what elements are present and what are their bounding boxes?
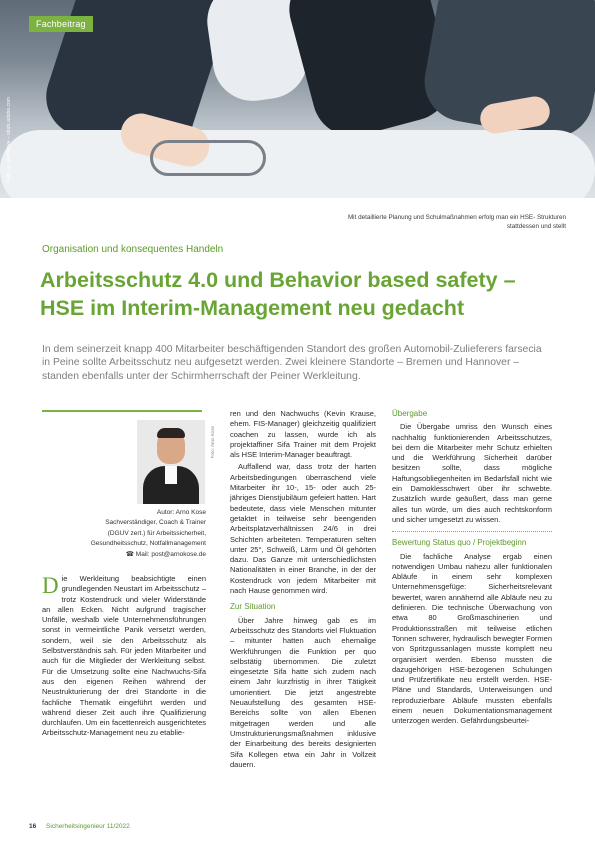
dropcap: D [42, 573, 59, 598]
author-role: Sachverständiger, Coach & Trainer [105, 519, 206, 527]
paragraph: Die Übergabe umriss den Wunsch eines nachhaltig funktionierenden Arbeitsschutzes, bei dem die Mitarbeiter mehr Schutz erhielten und die Werkführung Sicherheit darüber besitzen sollte, dass mögliche Haftungsobliegenheiten im Bedarfsfall nicht wie ein Damoklesschwert über ihr schwebte. Zusätzlich wurde geäußert, dass man gerne alles tun würde, um dies auch rechtskonform und sicher umgesetzt zu wissen. [392, 422, 552, 524]
author-photo-credit: Foto: Arno Kose [210, 426, 215, 459]
hero-photo [0, 0, 595, 198]
section-tag: Fachbeitrag [29, 16, 93, 32]
author-info [42, 508, 206, 560]
author-photo-hair [157, 428, 185, 438]
photo-caption: Mit detaillierte Planung und Schulmaßnahmen erfolg man ein HSE- Strukturen stattdessen und stellt [347, 214, 566, 230]
photo-table [0, 130, 595, 198]
article-title: Arbeitsschutz 4.0 und Behavior based safety – HSE im Interim-Management neu gedacht [40, 268, 516, 320]
paragraph: ren und den Nachwuchs (Kevin Krause, ehem. FIS-Manager) gleichzeitig qualifiziert coachen zu lassen, wurde ich als projektaffiner Sifa Trainer mit dem Projekt als HSE Interim-Manager beauftragt. [230, 409, 376, 460]
article-kicker: Organisation und konsequentes Handeln [42, 244, 224, 255]
article-column-1 [42, 574, 206, 741]
subheading: Bewertung Status quo / Projektbeginn [392, 538, 527, 548]
author-photo-shirt [165, 466, 177, 484]
journal-name: Sicherheitsingenieur 11/2022 [46, 823, 130, 830]
author-field: Gesundheitsschutz, Notfallmanagement [90, 540, 206, 548]
page-number: 16 [29, 823, 37, 830]
paragraph: Über Jahre hinweg gab es im Arbeitsschutz des Standorts viel Fluktuation – mitunter hatten auch ehemalige Werkführungen die Funktion per quo selbstätig übernommen. Die zuletzt eingesetzte Sifa hatte sich zudem nach einem Jahr kurzfristig in ihrer Tätigkeit umorientiert. Die jetzt angestrebte Neuaufstellung des gesamten HSE-Bereichs sollte von allen Ebenen mitgetragen werden und alle Umstrukturierungsmaßnahmen inklusive der Einarbeitung des bereits designierten Sifa Kollegen etwa ein Jahr in Vollzeit dauern. [230, 615, 376, 769]
subheading: Übergabe [392, 409, 428, 418]
author-name: Autor: Arno Kose [156, 509, 206, 516]
photo-credit: Foto: © peshkova – stock.adobe.com [6, 97, 12, 182]
article-column-3 [392, 409, 552, 729]
author-contact[interactable]: ☎ Mail: post@arnokose.de [125, 550, 206, 558]
divider [392, 531, 552, 532]
page-footer [29, 823, 130, 830]
photo-glasses [150, 140, 266, 176]
author-photo [137, 420, 205, 504]
divider [42, 410, 202, 412]
author-qualification: (DGUV zert.) für Arbeitssicherheit, [107, 529, 206, 537]
paragraph: ie Werkleitung beabsichtigte einen grundlegenden Neustart im Arbeitsschutz – trotz Kostendruck und vieler Widerstände an allen Ecken. Nicht aufgrund tragischer Unfälle, weshalb viele Unternehmensführungen sonst in vermeintliche Panik versetzt werden, sondern, weil sie den Arbeitsschutz als Selbstverständnis sah. Für jeden Mitarbeiter und auch für die Mitglieder der Werkleitung selbst. Für die Umsetzung sollte eine Nachwuchs-Sifa aus den eigenen Reihen während der Neustrukturierung der drei Standorte in die fachliche Thematik eingeführt werden und während dieser Zeit auch ihre Qualifizierung durchlaufen. Um ein facettenreich ausgerichtetes Arbeitsschutz-Management neu zu etablie- [42, 574, 206, 738]
article-column-2 [230, 409, 376, 772]
article-lead: In dem seinerzeit knapp 400 Mitarbeiter beschäftigenden Standort des großen Automobil-Zulieferers farsecia in Peine sollte Arbeitsschutz neu aufgesetzt werden. Zwei kleinere Standorte – Bremen und Hannover – standen ebenfalls unter der Schirmherrschaft der Peiner Werkleitung. [42, 344, 542, 382]
paragraph: Auffallend war, dass trotz der harten Arbeitsbedingungen überraschend viele Mitarbeiter ihr 10-, 15- oder auch 25-jähriges Dienstjubiläum gefeiert hatten. Hart bedeutete, dass viele Menschen mitunter getaktet in teilweise sehr beengenden Arbeitsplatzverhältnissen 24/6 in drei Schichten arbeiteten. Temperaturen selten unter 25°, Schweiß, Lärm und Öl gehörten dazu. Das Ganze mit unterschiedlichsten Nationalitäten in einer Branche, in der der Kostendruck von jedem Mitarbeiter mit nach Hause genommen wird. [230, 462, 376, 596]
paragraph: Die fachliche Analyse ergab einen notwendigen Umbau nahezu aller funktionalen Abläufe in einem sehr komplexen Unternehmensgefüge: Sicherheitsrelevant bewertet, waren annähernd alle Abläufe neu zu definieren. Die technische Überwachung von etwa 80 Großmaschinerien und Produktionsstraßen mit teilweise etlichen Tonnen schwerer, hydraulisch bewegter Formen von Spritzgussanlagen musste komplett neu organisiert werden. Ebenso mussten die dazugehörigen HSE-bezogenen Schulungen und Prüfzertifikate neu erstellt werden. HSE-Pläne und Standards, Unterweisungen und reproduzierbare Abläufe mussten ebenfalls einem neuen Dokumentationsmanagement unterzogen werden. Gefährdungsbeurtei- [392, 551, 552, 726]
subheading: Zur Situation [230, 602, 276, 612]
